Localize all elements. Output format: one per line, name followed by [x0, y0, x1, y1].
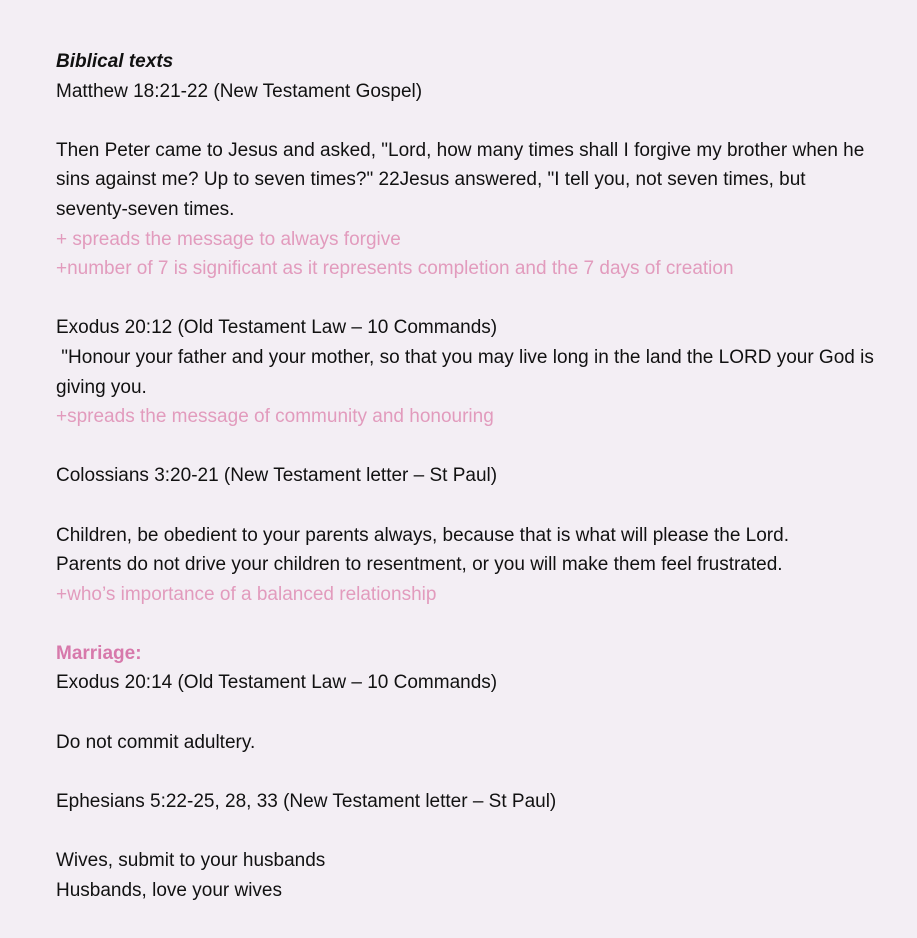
passage-reference: Exodus 20:14 (Old Testament Law – 10 Commands)	[56, 672, 498, 694]
passage-note: +who’s importance of a balanced relationship	[56, 583, 437, 605]
passage-reference: Matthew 18:21-22 (New Testament Gospel)	[56, 80, 423, 102]
passage-text: Do not commit adultery.	[56, 731, 256, 753]
passage-text: Parents do not drive your children to resentment, or you will make them feel frustrated.	[56, 554, 783, 576]
document-heading: Biblical texts	[56, 51, 174, 72]
passage-reference: Colossians 3:20-21 (New Testament letter – St Paul)	[56, 465, 498, 487]
passage-reference: Exodus 20:12 (Old Testament Law – 10 Commands)	[56, 317, 498, 339]
blank-line	[56, 609, 876, 639]
section-label-marriage: Marriage:	[56, 642, 142, 664]
blank-line	[56, 284, 876, 314]
blank-line	[56, 491, 876, 521]
passage-text: Children, be obedient to your parents always, because that is what will please the Lord.	[56, 524, 789, 546]
blank-line	[56, 698, 876, 728]
passage-reference: Ephesians 5:22-25, 28, 33 (New Testament letter – St Paul)	[56, 790, 557, 812]
passage-text: "Honour your father and your mother, so that you may live long in the land the LORD your God is giving you.	[56, 346, 880, 398]
passage-note: + spreads the message to always forgive	[56, 228, 401, 250]
passage-note: +number of 7 is significant as it represents completion and the 7 days of creation	[56, 258, 734, 280]
blank-line	[56, 816, 876, 846]
blank-line	[56, 757, 876, 787]
passage-text: Then Peter came to Jesus and asked, "Lord, how many times shall I forgive my brother when he sins against me? Up to seven times?" 22Jesus answered, "I tell you, not seven times, but seventy-seven times.	[56, 139, 870, 220]
passage-text: Wives, submit to your husbands	[56, 850, 326, 872]
document-body	[56, 47, 880, 905]
passage-text: Husbands, love your wives	[56, 879, 282, 901]
blank-line	[56, 106, 876, 136]
passage-note: +spreads the message of community and honouring	[56, 406, 494, 428]
blank-line	[56, 432, 876, 462]
